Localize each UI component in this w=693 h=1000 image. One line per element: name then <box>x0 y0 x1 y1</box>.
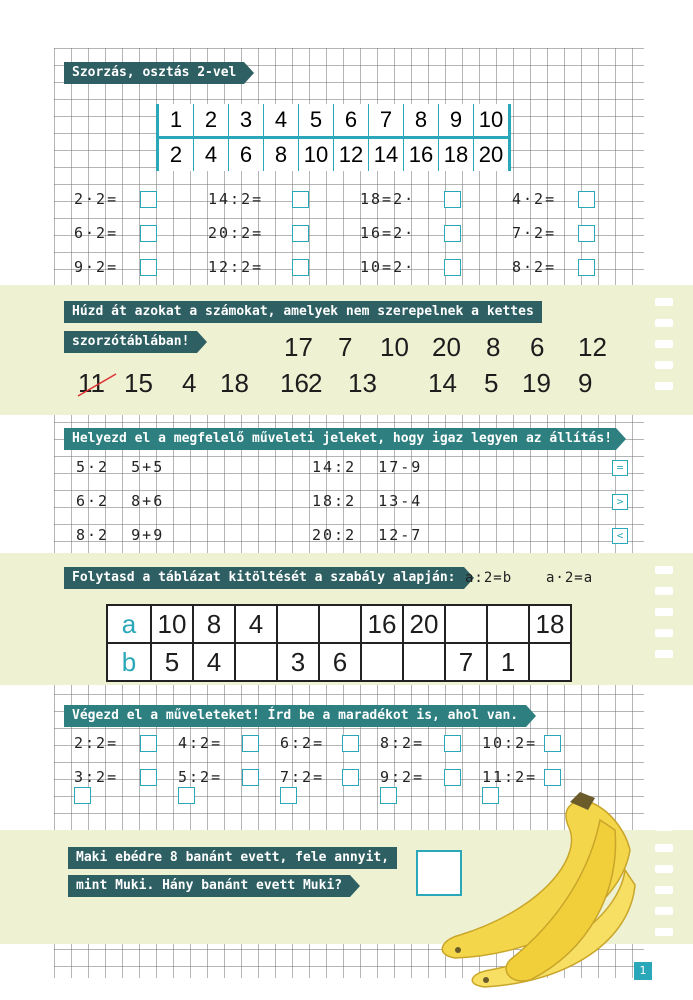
section-title-operators: Helyezd el a megfelelő műveleti jeleket, hogy igaz legyen az állítás! <box>64 428 616 450</box>
cell-a[interactable]: 20 <box>403 605 445 643</box>
torn-edge <box>647 285 679 390</box>
exercise-text: 7·2= <box>512 224 557 242</box>
remainder-box[interactable] <box>380 787 397 804</box>
answer-box[interactable] <box>140 735 157 752</box>
section-title-division-remainder: Végezd el a műveleteket! Írd be a maradékot is, ahol van. <box>64 705 526 727</box>
exercise-text: 16=2· <box>360 224 416 242</box>
answer-box[interactable] <box>292 225 309 242</box>
division-exercise: 7:2= <box>280 768 325 786</box>
number-option[interactable]: 18 <box>220 368 249 398</box>
remainder-box[interactable] <box>280 787 297 804</box>
answer-box[interactable] <box>242 769 259 786</box>
comparison-left: 5·2 5+5 <box>76 458 165 476</box>
division-exercise: 11:2= <box>482 768 538 786</box>
table-cell-n: 2 <box>194 104 229 138</box>
division-exercise: 5:2= <box>178 768 223 786</box>
rule-1: a:2=b <box>465 570 513 586</box>
number-option[interactable]: 17 <box>284 332 313 362</box>
exercise-text: 14:2= <box>208 190 264 208</box>
exercise-text: 4·2= <box>512 190 557 208</box>
number-option[interactable]: 14 <box>428 368 457 398</box>
table-cell-n: 6 <box>334 104 369 138</box>
cell-b[interactable]: 3 <box>277 643 319 681</box>
number-option[interactable]: 2 <box>308 368 323 398</box>
number-option[interactable]: 4 <box>182 368 197 398</box>
comparison-left: 8·2 9+9 <box>76 526 165 544</box>
comparison-left: 6·2 8+6 <box>76 492 165 510</box>
division-exercise: 2:2= <box>74 734 119 752</box>
answer-box[interactable] <box>444 191 461 208</box>
cell-b[interactable]: 4 <box>193 643 235 681</box>
table-cell-n: 4 <box>264 104 299 138</box>
table-cell-double: 2 <box>158 138 194 172</box>
answer-box[interactable] <box>578 225 595 242</box>
division-exercise: 4:2= <box>178 734 223 752</box>
exercise-text: 2·2= <box>74 190 119 208</box>
answer-box[interactable] <box>578 191 595 208</box>
word-problem-line-1: Maki ebédre 8 banánt evett, fele annyit, <box>68 847 397 869</box>
section-title-table-rule: Folytasd a táblázat kitöltését a szabály alapján: <box>64 567 464 589</box>
cell-a[interactable] <box>319 605 361 643</box>
division-exercise: 6:2= <box>280 734 325 752</box>
operator-symbol: < <box>612 528 628 544</box>
cell-b[interactable]: 1 <box>487 643 529 681</box>
table-cell-n: 3 <box>229 104 264 138</box>
table-cell-double: 8 <box>264 138 299 172</box>
answer-box[interactable] <box>444 225 461 242</box>
exercise-text: 18=2· <box>360 190 416 208</box>
section-title-cross-out-2: szorzótáblában! <box>64 331 197 353</box>
cell-b[interactable]: 7 <box>445 643 487 681</box>
answer-box[interactable] <box>292 259 309 276</box>
number-option[interactable]: 10 <box>380 332 409 362</box>
rule-table <box>106 604 572 682</box>
table-cell-n: 9 <box>439 104 474 138</box>
table-cell-double: 12 <box>334 138 369 172</box>
table-cell-n: 5 <box>299 104 334 138</box>
number-option[interactable]: 15 <box>124 368 153 398</box>
table-cell-double: 20 <box>474 138 510 172</box>
comparison-right: 18:2 13-4 <box>312 492 423 510</box>
cell-a[interactable] <box>445 605 487 643</box>
comparison-right: 20:2 12-7 <box>312 526 423 544</box>
answer-box[interactable] <box>544 735 561 752</box>
number-option[interactable]: 20 <box>432 332 461 362</box>
section-title-cross-out-1: Húzd át azokat a számokat, amelyek nem szerepelnek a kettes <box>64 301 542 323</box>
answer-box[interactable] <box>140 191 157 208</box>
cell-b[interactable] <box>361 643 403 681</box>
exercise-text: 9·2= <box>74 258 119 276</box>
answer-box[interactable] <box>342 735 359 752</box>
answer-box[interactable] <box>444 735 461 752</box>
cell-a[interactable]: 8 <box>193 605 235 643</box>
division-exercise: 10:2= <box>482 734 538 752</box>
word-problem-line-2: mint Muki. Hány banánt evett Muki? <box>68 875 350 897</box>
answer-box[interactable] <box>342 769 359 786</box>
section-title-szorzas: Szorzás, osztás 2-vel <box>64 62 244 84</box>
exercise-text: 10=2· <box>360 258 416 276</box>
number-option[interactable]: 19 <box>522 368 551 398</box>
multiplication-table-2 <box>156 104 511 171</box>
crossed-number: 11 <box>78 368 105 399</box>
answer-box[interactable] <box>140 259 157 276</box>
number-option[interactable]: 16 <box>280 368 309 398</box>
cell-a[interactable]: 18 <box>529 605 571 643</box>
division-exercise: 9:2= <box>380 768 425 786</box>
answer-box[interactable] <box>140 225 157 242</box>
remainder-box[interactable] <box>178 787 195 804</box>
table-cell-double: 18 <box>439 138 474 172</box>
table-cell-double: 6 <box>229 138 264 172</box>
cell-a[interactable]: 4 <box>235 605 277 643</box>
table-cell-n: 7 <box>369 104 404 138</box>
exercise-text: 12:2= <box>208 258 264 276</box>
table-cell-double: 14 <box>369 138 404 172</box>
exercise-text: 8·2= <box>512 258 557 276</box>
number-option[interactable]: 5 <box>484 368 499 398</box>
operator-symbol: = <box>612 460 628 476</box>
exercise-text: 20:2= <box>208 224 264 242</box>
table-cell-n: 8 <box>404 104 439 138</box>
rule-2: a·2=a <box>546 570 594 586</box>
cell-a[interactable]: 16 <box>361 605 403 643</box>
cell-b[interactable]: 5 <box>151 643 193 681</box>
answer-box[interactable] <box>544 769 561 786</box>
table-cell-double: 16 <box>404 138 439 172</box>
table-cell-double: 10 <box>299 138 334 172</box>
row-b-label: b <box>107 643 151 681</box>
answer-box[interactable] <box>140 769 157 786</box>
number-option[interactable]: 8 <box>486 332 501 362</box>
cell-a[interactable] <box>487 605 529 643</box>
operator-symbol: > <box>612 494 628 510</box>
table-cell-n: 1 <box>158 104 194 138</box>
answer-box[interactable] <box>444 769 461 786</box>
answer-box[interactable] <box>242 735 259 752</box>
row-a-label: a <box>107 605 151 643</box>
torn-edge <box>647 553 679 658</box>
page-number-badge <box>634 962 652 980</box>
answer-box[interactable] <box>444 259 461 276</box>
cell-a[interactable]: 10 <box>151 605 193 643</box>
cell-b[interactable] <box>529 643 571 681</box>
exercise-text: 6·2= <box>74 224 119 242</box>
number-option[interactable]: 12 <box>578 332 607 362</box>
banana-illustration <box>420 790 640 990</box>
cross-out-stroke <box>76 368 120 398</box>
cell-b[interactable] <box>235 643 277 681</box>
torn-edge <box>647 810 679 936</box>
division-exercise: 8:2= <box>380 734 425 752</box>
number-option[interactable]: 13 <box>348 368 377 398</box>
table-cell-double: 4 <box>194 138 229 172</box>
answer-box[interactable] <box>578 259 595 276</box>
number-option[interactable]: 6 <box>530 332 545 362</box>
page-number: 1 <box>639 964 647 977</box>
number-option[interactable]: 7 <box>338 332 353 362</box>
remainder-box[interactable] <box>74 787 91 804</box>
table-cell-n: 10 <box>474 104 510 138</box>
comparison-right: 14:2 17-9 <box>312 458 423 476</box>
division-exercise: 3:2= <box>74 768 119 786</box>
cell-b[interactable] <box>403 643 445 681</box>
cell-b[interactable]: 6 <box>319 643 361 681</box>
answer-box[interactable] <box>292 191 309 208</box>
cell-a[interactable] <box>277 605 319 643</box>
number-option[interactable]: 9 <box>578 368 593 398</box>
